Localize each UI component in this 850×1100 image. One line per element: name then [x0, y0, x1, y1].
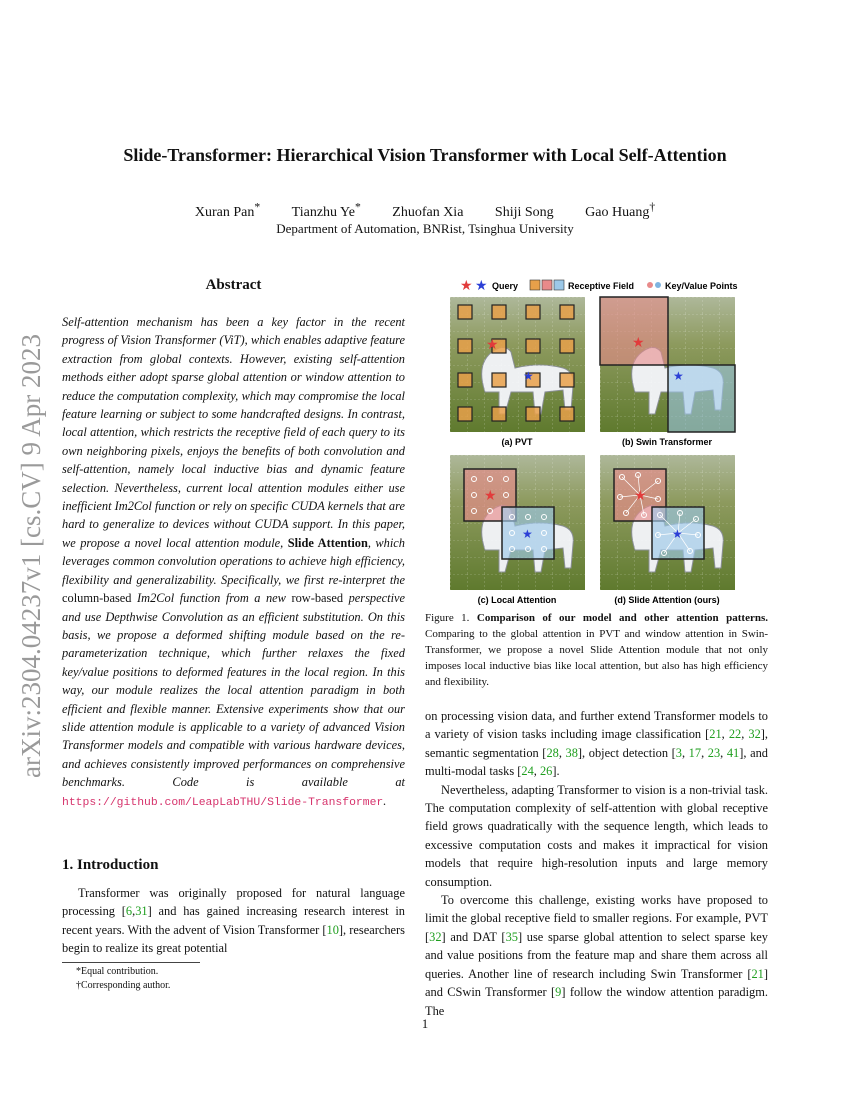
citation[interactable]: 22	[728, 727, 742, 742]
blue-swatch	[554, 280, 564, 290]
author-3: Zhuofan Xia	[392, 204, 464, 220]
author-2: Tianzhu Ye*	[291, 200, 361, 220]
page-number: 1	[421, 1017, 429, 1031]
arxiv-stamp-text: arXiv:2304.04237v1 [cs.CV] 9 Apr 2023	[16, 334, 46, 778]
legend-receptive-field: Receptive Field	[568, 281, 635, 291]
citation[interactable]: 32	[429, 929, 442, 944]
author-4: Shiji Song	[494, 204, 554, 220]
citation[interactable]: 23	[707, 745, 721, 760]
legend-key-value: Key/Value Points	[665, 281, 738, 291]
red-dot-icon	[647, 282, 653, 288]
panel-label-local-attention: (c) Local Attention	[477, 595, 557, 605]
citation[interactable]: 26	[539, 764, 553, 779]
citation[interactable]: 21	[751, 966, 764, 981]
blue-star-icon: ★	[475, 279, 488, 294]
citation[interactable]: 10	[326, 922, 339, 937]
section-heading-introduction: 1. Introduction	[62, 857, 159, 873]
arxiv-stamp	[10, 278, 46, 778]
citation[interactable]: 17	[688, 745, 702, 760]
code-link[interactable]: https://github.com/LeapLabTHU/Slide-Transformer	[62, 796, 384, 809]
red-star-icon: ★	[460, 279, 473, 294]
figure-1	[445, 277, 765, 607]
query-star-red-icon: ★	[632, 336, 645, 351]
citation[interactable]: 35	[505, 929, 518, 944]
footnote-divider	[62, 962, 200, 963]
panel-pvt	[450, 297, 585, 432]
paragraph-2: Nevertheless, adapting Transformer to vision is a non-trivial task. The computation complexity of self-attention with global receptive field grows quadratically with the sequence length, which leads to excessive computation costs and makes it impractical for vision models that require high-resolution inputs and large memory consumption.	[425, 782, 768, 889]
panel-local-attention	[450, 455, 585, 590]
panel-slide-attention	[600, 455, 735, 590]
blue-dot-icon	[655, 282, 661, 288]
orange-swatch	[530, 280, 540, 290]
author-list	[0, 200, 850, 221]
citation[interactable]: 6	[125, 904, 133, 919]
citation[interactable]: 21	[709, 727, 722, 742]
intro-paragraph: Transformer was originally proposed for natural language processing [6,31] and has gained increasing research interest in recent years. With the advent of Vision Transformer [10], researchers begin to realize its great potential	[62, 886, 406, 956]
query-star-red-icon: ★	[486, 338, 499, 353]
legend-query: Query	[492, 281, 519, 291]
panel-label-slide-attention: (d) Slide Attention (ours)	[614, 595, 720, 605]
paper-title: Slide-Transformer: Hierarchical Vision Transformer with Local Self-Attention	[123, 145, 727, 165]
author-5: Gao Huang†	[585, 200, 656, 220]
panel-label-swin: (b) Swin Transformer	[621, 437, 713, 447]
citation[interactable]: 31	[135, 904, 148, 919]
citation[interactable]: 28	[546, 745, 559, 760]
panel-swin	[600, 297, 735, 432]
figure-caption: Figure 1. Comparison of our model and other attention patterns. Comparing to the global attention in PVT and window attention in Swin-Transformer, we propose a novel Slide Attention module that not only imposes local inductive bias like local attention, but also has high efficiency and flexibility.	[425, 612, 768, 688]
affiliation: Department of Automation, BNRist, Tsinghua University	[276, 221, 574, 236]
citation[interactable]: 41	[726, 745, 740, 760]
query-star-blue-icon: ★	[672, 527, 683, 541]
query-star-blue-icon: ★	[523, 369, 534, 383]
citation[interactable]: 38	[565, 745, 578, 760]
paragraph-1: on processing vision data, and further extend Transformer models to a variety of vision tasks including image classification [21, 22, 32], semantic segmentation [28, 38], object detection [3, 17, 23, 41], and multi-modal tasks [24, 26].	[425, 709, 768, 779]
paragraph-3: To overcome this challenge, existing works have proposed to limit the global receptive field to smaller regions. For example, PVT [32] and DAT [35] use sparse global attention to select sparse key and value positions from the feature map and share them across all queries. Another line of research including Swin Transformer [21] and CSwin Transformer [9] follow the window attention paradigm. The	[425, 893, 768, 1018]
figure-legend	[460, 279, 738, 294]
footnote-equal: *Equal contribution.	[76, 966, 159, 977]
footnotes	[62, 965, 405, 993]
citation[interactable]: 32	[748, 727, 761, 742]
query-star-red-icon: ★	[634, 489, 647, 504]
abstract-heading: Abstract	[205, 277, 262, 293]
author-1: Xuran Pan*	[194, 200, 261, 220]
panel-label-pvt: (a) PVT	[501, 437, 533, 447]
citation[interactable]: 24	[521, 764, 534, 779]
pink-swatch	[542, 280, 552, 290]
citation[interactable]: 9	[555, 985, 562, 1000]
query-star-blue-icon: ★	[673, 369, 684, 383]
query-star-red-icon: ★	[484, 489, 497, 504]
abstract-body: Self-attention mechanism has been a key factor in the recent progress of Vision Transformer (ViT), which enables adaptive feature extraction from global contexts. However, existing self-attention methods either adopt sparse global attention or window attention to reduce the computation complexity, which may compromise the local feature learning or subject to some handcrafted designs. In contrast, local attention, which restricts the receptive field of each query to its own neighboring pixels, enjoys the benefits of both convolution and self-attention, namely local inductive bias and dynamic feature selection. Nevertheless, current local attention modules either use inefficient Im2Col function or rely on specific CUDA kernels that are hard to generalize to devices without CUDA support. In this paper, we propose a novel local attention module, Slide Attention, which leverages common convolution operations to achieve high efficiency, flexibility and generalizability. Specifically, we first re-interpret the column-based Im2Col function from a new row-based perspective and use Depthwise Convolution as an efficient substitution. On this basis, we propose a deformed shifting module based on the re-parameterization technique, which further relaxes the fixed key/value positions to deformed features in the local region. In this way, our module realizes the local attention paradigm in both efficient and flexible manner. Extensive experiments show that our slide attention module is applicable to a variety of advanced Vision Transformer models and compatible with various hardware devices, and achieves consistently improved performances on comprehensive benchmarks. Code is available at https://github.com/LeapLabTHU/Slide-Transformer.	[62, 315, 406, 809]
query-star-blue-icon: ★	[522, 527, 533, 541]
citation[interactable]: 3	[675, 745, 682, 760]
footnote-corresponding: †Corresponding author.	[76, 980, 171, 991]
right-column-text	[425, 707, 768, 1020]
